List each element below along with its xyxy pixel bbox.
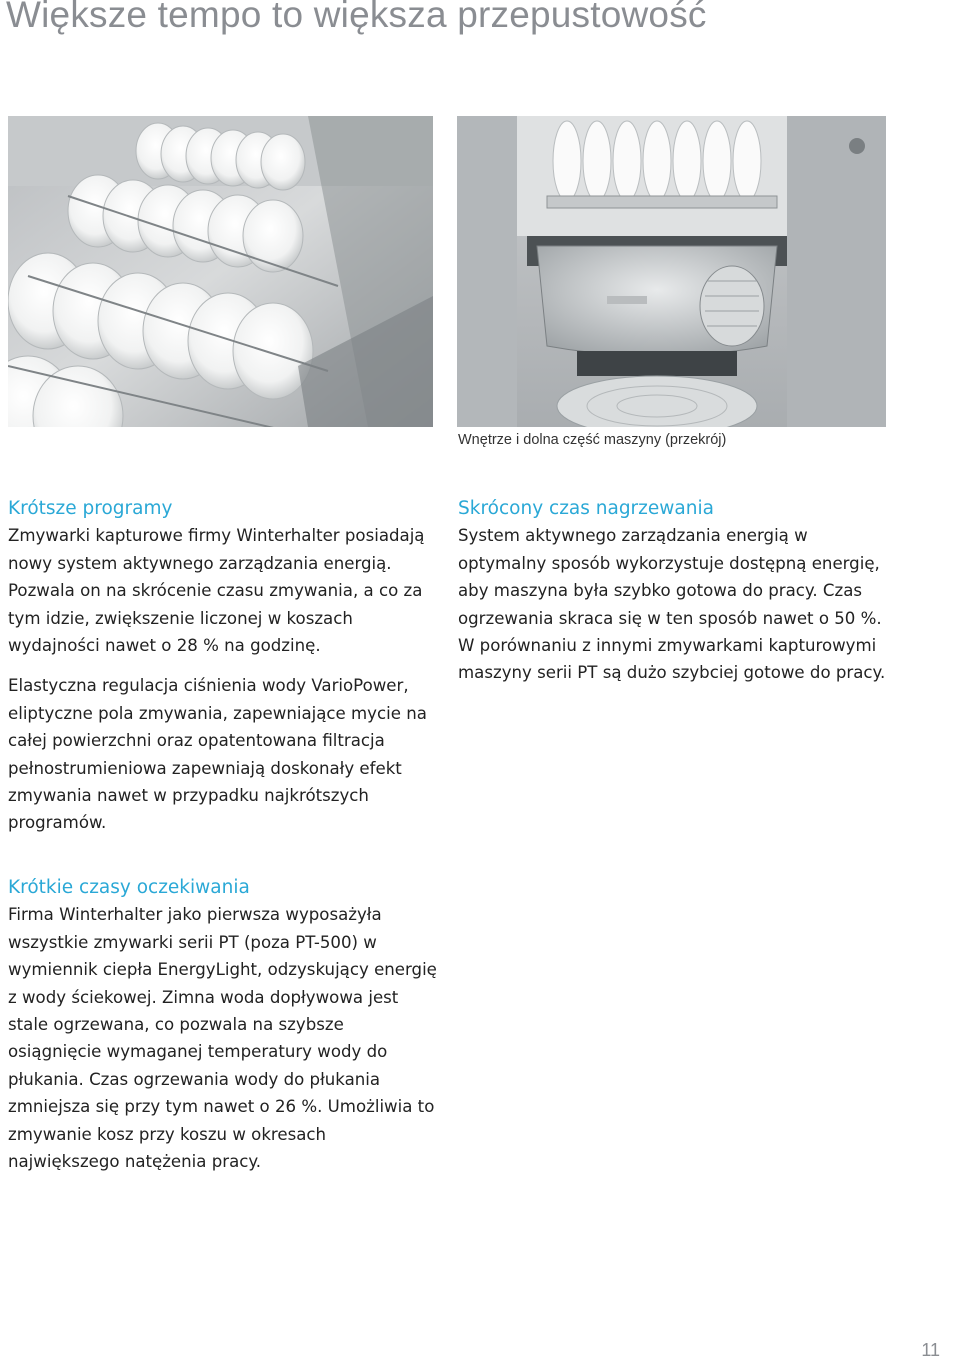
section-heading: Skrócony czas nagrzewania [458,498,714,519]
page-title: Większe tempo to większa przepustowość [6,0,707,35]
section-paragraph: Zmywarki kapturowe firmy Winterhalter posiadają nowy system aktywnego zarządzania energią. Pozwala on na skrócenie czasu zmywania, a co za tym idzie, zwiększenie liczonej w koszach wydajności nawet o 28 % na godzinę. [8,526,425,656]
section-shorter-heating [458,495,886,687]
machine-interior-photo [457,116,886,427]
section-short-waiting [8,874,438,1175]
machine-interior-illustration [457,116,886,427]
dish-racks-photo [8,116,433,427]
image-caption: Wnętrze i dolna część maszyny (przekrój) [458,432,727,448]
section-heading: Krótsze programy [8,498,173,519]
section-shorter-programs [8,495,440,837]
page-number: 11 [921,1340,940,1360]
section-heading: Krótkie czasy oczekiwania [8,877,250,898]
section-paragraph: Elastyczna regulacja ciśnienia wody VarioPower, eliptyczne pola zmywania, zapewniające mycie na całej powierzchni oraz opatentowana filtracja pełnostrumieniowa zapewniają doskonały efekt zmywania nawet w przypadku najkrótszych programów. [8,676,427,833]
dish-racks-illustration [8,116,433,427]
section-paragraph: System aktywnego zarządzania energią w optymalny sposób wykorzystuje dostępną energię, aby maszyna była szybko gotowa do pracy. Czas ogrzewania skraca się w ten sposób nawet o 50 %. W porównaniu z innymi zmywarkami kapturowymi maszyny serii PT są dużo szybciej gotowe do pracy. [458,526,886,683]
section-paragraph: Firma Winterhalter jako pierwsza wyposażyła wszystkie zmywarki serii PT (poza PT-500) w wymiennik ciepła EnergyLight, odzyskujący energię z wody ściekowej. Zimna woda dopływowa jest stale ogrzewana, co pozwala na szybsze osiągnięcie wymaganej temperatury wody do płukania. Czas ogrzewania wody do płukania zmniejsza się przy tym nawet o 26 %. Umożliwia to zmywanie kosz przy koszu w okresach największego natężenia pracy. [8,905,437,1172]
